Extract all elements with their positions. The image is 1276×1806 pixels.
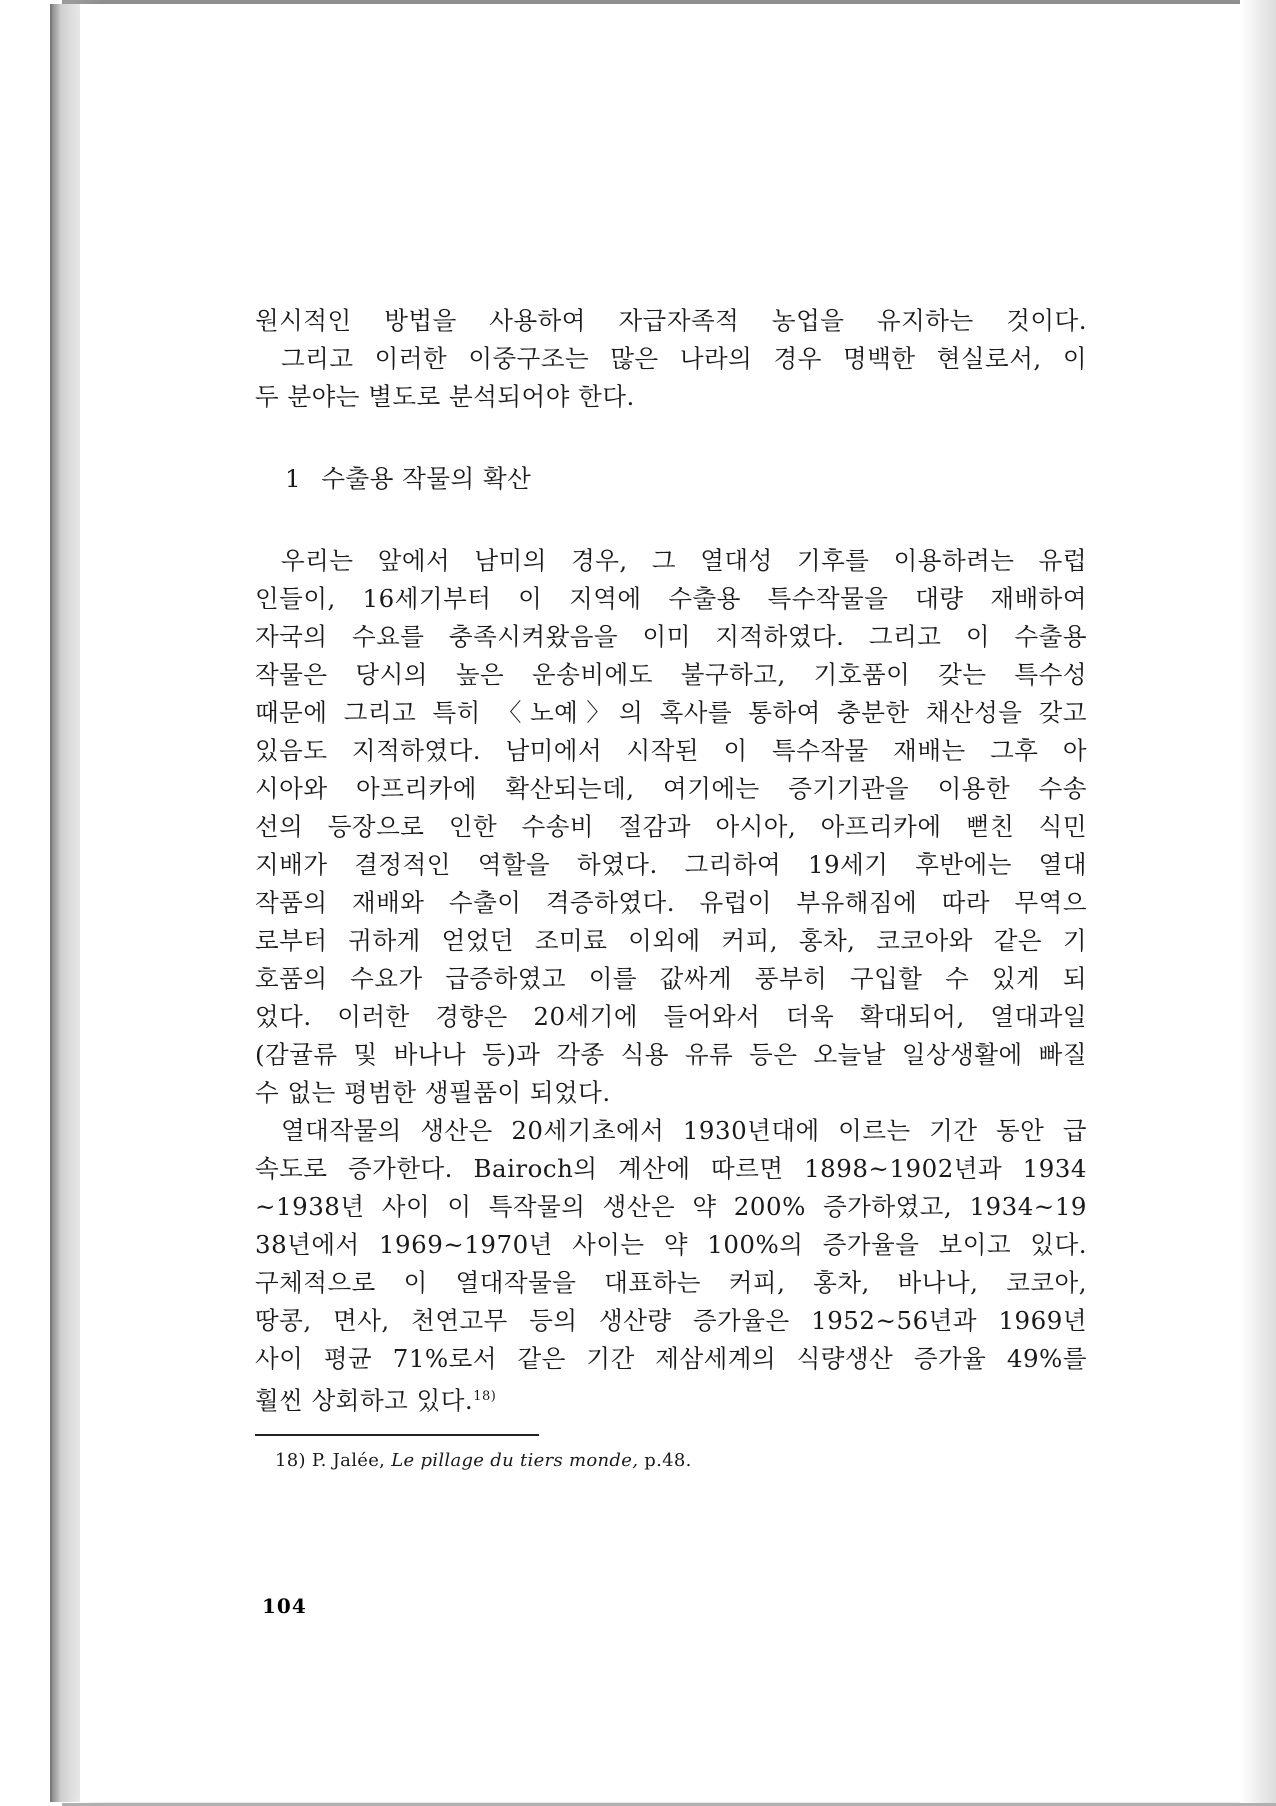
paragraph-2 xyxy=(255,1112,1087,1420)
page-content xyxy=(255,302,1087,1474)
text-line: 호품의 수요가 급증하였고 이를 값싸게 풍부히 구입할 수 있게 되 xyxy=(255,964,1087,993)
intro-paragraph xyxy=(255,302,1087,416)
text-line: 땅콩, 면사, 천연고무 등의 생산량 증가율은 1952~56년과 1969년 xyxy=(255,1306,1087,1335)
text-line: ~1938년 사이 이 특작물의 생산은 약 200% 증가하였고, 1934~19 xyxy=(255,1192,1087,1221)
text-line: (감귤류 및 바나나 등)과 각종 식용 유류 등은 오늘날 일상생활에 빠질 xyxy=(255,1040,1087,1069)
page-number: 104 xyxy=(262,1594,307,1618)
footnote-reference: 18) xyxy=(473,1389,497,1404)
text-line: 자국의 수요를 충족시켜왔음을 이미 지적하였다. 그리고 이 수출용 xyxy=(255,622,1087,651)
section-number: 1 xyxy=(285,464,302,493)
text-line: 있음도 지적하였다. 남미에서 시작된 이 특수작물 재배는 그후 아 xyxy=(255,736,1087,765)
text-line xyxy=(255,1378,1087,1420)
text-line: 작품의 재배와 수출이 격증하였다. 유럽이 부유해짐에 따라 무역으 xyxy=(255,888,1087,917)
text-line: 구체적으로 이 열대작물을 대표하는 커피, 홍차, 바나나, 코코아, xyxy=(255,1268,1087,1297)
text-line: 수 없는 평범한 생필품이 되었다. xyxy=(255,1078,611,1107)
book-spine xyxy=(50,4,82,1802)
text-line: 지배가 결정적인 역할을 하였다. 그리하여 19세기 후반에는 열대 xyxy=(255,850,1087,879)
text-line: 열대작물의 생산은 20세기초에서 1930년대에 이르는 기간 동안 급 xyxy=(281,1116,1087,1145)
text-line: 사이 평균 71%로서 같은 기간 제삼세계의 식량생산 증가율 49%를 xyxy=(255,1344,1087,1373)
footnote-divider xyxy=(255,1434,539,1436)
text-line: 우리는 앞에서 남미의 경우, 그 열대성 기후를 이용하려는 유럽 xyxy=(281,546,1087,575)
text-line: 로부터 귀하게 얻었던 조미료 이외에 커피, 홍차, 코코아와 같은 기 xyxy=(255,926,1087,955)
text-line: 속도로 증가한다. Bairoch의 계산에 따르면 1898~1902년과 1934 xyxy=(255,1154,1087,1183)
text-line: 선의 등장으로 인한 수송비 절감과 아시아, 아프리카에 뻗친 식민 xyxy=(255,812,1087,841)
text-line: 그리고 이러한 이중구조는 많은 나라의 경우 명백한 현실로서, 이 xyxy=(281,344,1087,373)
text-line: 때문에 그리고 특히 〈노예〉의 혹사를 통하여 충분한 채산성을 갖고 xyxy=(255,698,1087,727)
section-title: 수출용 작물의 확산 xyxy=(321,464,532,493)
section-heading xyxy=(285,460,1087,498)
footnote-author: P. Jalée, xyxy=(311,1450,386,1472)
text-line: 었다. 이러한 경향은 20세기에 들어와서 더욱 확대되어, 열대과일 xyxy=(255,1002,1087,1031)
text-line: 원시적인 방법을 사용하여 자급자족적 농업을 유지하는 것이다. xyxy=(255,306,1087,335)
footnote xyxy=(275,1448,1087,1474)
footnote-title: Le pillage du tiers monde, xyxy=(391,1450,639,1472)
paragraph-1 xyxy=(255,542,1087,1112)
footnote-page: p.48. xyxy=(644,1450,692,1472)
text-line-content: 훨씬 상회하고 있다. xyxy=(255,1386,474,1416)
text-line: 작물은 당시의 높은 운송비에도 불구하고, 기호품이 갖는 특수성 xyxy=(255,660,1087,689)
footnote-marker: 18) xyxy=(275,1450,306,1472)
text-line: 인들이, 16세기부터 이 지역에 수출용 특수작물을 대량 재배하여 xyxy=(255,584,1087,613)
text-line: 시아와 아프리카에 확산되는데, 여기에는 증기기관을 이용한 수송 xyxy=(255,774,1087,803)
page-right-shadow xyxy=(1240,0,1276,1806)
text-line: 두 분야는 별도로 분석되어야 한다. xyxy=(255,382,635,411)
text-line: 38년에서 1969~1970년 사이는 약 100%의 증가율을 보이고 있다. xyxy=(255,1230,1087,1259)
